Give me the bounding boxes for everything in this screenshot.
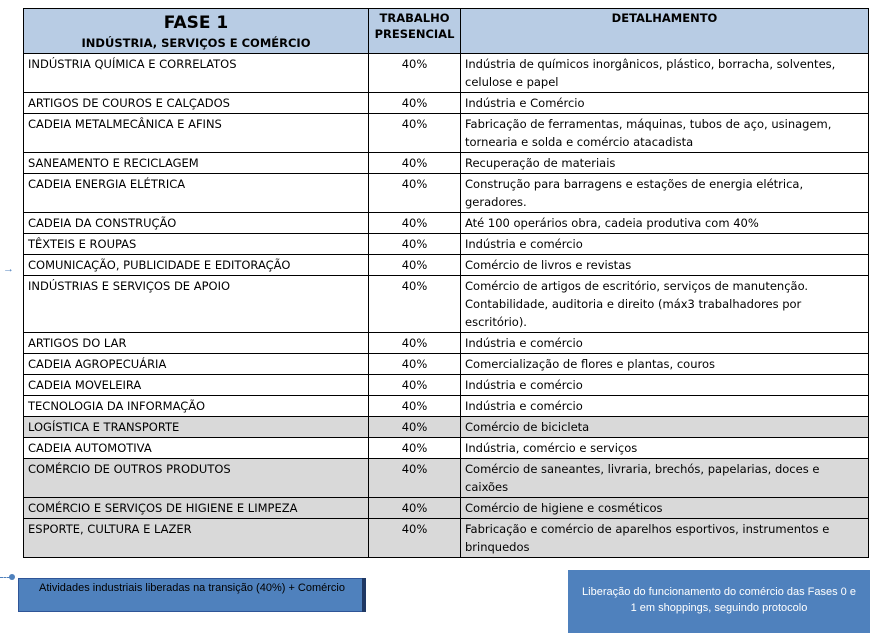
percentage-cell: 40% (369, 396, 461, 417)
sector-cell: CADEIA DA CONSTRUÇÃO (24, 213, 369, 234)
detalhamento-label: DETALHAMENTO (611, 11, 718, 25)
sector-cell: CADEIA AUTOMOTIVA (24, 438, 369, 459)
detail-cell: Recuperação de materiais (461, 153, 869, 174)
fase-title: FASE 1 (163, 13, 229, 33)
sector-cell: ESPORTE, CULTURA E LAZER (24, 519, 369, 558)
table-row (24, 498, 869, 519)
detail-cell: Comércio de livros e revistas (461, 255, 869, 276)
table-body (24, 54, 869, 558)
detail-cell: Construção para barragens e estações de energia elétrica, geradores. (461, 174, 869, 213)
detail-cell: Comércio de artigos de escritório, serviços de manutenção. Contabilidade, auditoria e direito (máx3 trabalhadores por escritório). (461, 276, 869, 333)
detail-cell: Indústria de químicos inorgânicos, plástico, borracha, solventes, celulose e papel (461, 54, 869, 93)
percentage-cell: 40% (369, 276, 461, 333)
table-row (24, 417, 869, 438)
detalhamento-header-cell (461, 9, 869, 54)
table-row (24, 276, 869, 333)
legend-right-text: Liberação do funcionamento do comércio das Fases 0 e 1 em shoppings, seguindo protocolo (582, 586, 856, 614)
sector-cell: CADEIA AGROPECUÁRIA (24, 354, 369, 375)
detail-cell: Até 100 operários obra, cadeia produtiva com 40% (461, 213, 869, 234)
percentage-cell: 40% (369, 234, 461, 255)
detail-cell: Fabricação de ferramentas, máquinas, tubos de aço, usinagem, tornearia e solda e comércio atacadista (461, 114, 869, 153)
percentage-cell: 40% (369, 255, 461, 276)
legend-box-left-accent (362, 578, 366, 612)
sector-cell: TECNOLOGIA DA INFORMAÇÃO (24, 396, 369, 417)
fase-1-table (23, 8, 869, 558)
detail-cell: Indústria e comércio (461, 333, 869, 354)
legend-box-left (18, 578, 366, 612)
percentage-cell: 40% (369, 153, 461, 174)
table-row (24, 114, 869, 153)
table-row (24, 354, 869, 375)
percentage-cell: 40% (369, 354, 461, 375)
percentage-cell: 40% (369, 333, 461, 354)
detail-cell: Comércio de saneantes, livraria, brechós, papelarias, doces e caixões (461, 459, 869, 498)
arrow-icon: → (3, 263, 14, 275)
table-row (24, 255, 869, 276)
table-row (24, 459, 869, 498)
legend-left-text: Atividades industriais liberadas na transição (40%) + Comércio (38, 582, 345, 594)
connector-dot-icon (9, 574, 15, 580)
sector-cell: CADEIA MOVELEIRA (24, 375, 369, 396)
detail-cell: Fabricação e comércio de aparelhos esportivos, instrumentos e brinquedos (461, 519, 869, 558)
percentage-cell: 40% (369, 54, 461, 93)
sector-cell: INDÚSTRIA QUÍMICA E CORRELATOS (24, 54, 369, 93)
legend-box-right (568, 570, 870, 633)
detail-cell: Indústria e comércio (461, 396, 869, 417)
sector-cell: SANEAMENTO E RECICLAGEM (24, 153, 369, 174)
table-row (24, 333, 869, 354)
table-row (24, 234, 869, 255)
percentage-cell: 40% (369, 93, 461, 114)
sector-cell: ARTIGOS DO LAR (24, 333, 369, 354)
sector-cell: CADEIA METALMECÂNICA E AFINS (24, 114, 369, 153)
detail-cell: Indústria e comércio (461, 234, 869, 255)
detail-cell: Comércio de higiene e cosméticos (461, 498, 869, 519)
table-row (24, 54, 869, 93)
table-header-row (24, 9, 869, 54)
detail-cell: Indústria e Comércio (461, 93, 869, 114)
percentage-cell: 40% (369, 114, 461, 153)
table-row (24, 375, 869, 396)
table-row (24, 153, 869, 174)
table-row (24, 174, 869, 213)
percentage-cell: 40% (369, 498, 461, 519)
table-row (24, 396, 869, 417)
percentage-cell: 40% (369, 174, 461, 213)
detail-cell: Comercialização de flores e plantas, couros (461, 354, 869, 375)
percentage-cell: 40% (369, 519, 461, 558)
sector-cell: TÊXTEIS E ROUPAS (24, 234, 369, 255)
sector-cell: INDÚSTRIAS E SERVIÇOS DE APOIO (24, 276, 369, 333)
detail-cell: Indústria e comércio (461, 375, 869, 396)
sector-cell: CADEIA ENERGIA ELÉTRICA (24, 174, 369, 213)
sector-cell: COMUNICAÇÃO, PUBLICIDADE E EDITORAÇÃO (24, 255, 369, 276)
fase-header-cell (24, 9, 369, 54)
percentage-cell: 40% (369, 459, 461, 498)
percentage-cell: 40% (369, 213, 461, 234)
sector-cell: COMÉRCIO E SERVIÇOS DE HIGIENE E LIMPEZA (24, 498, 369, 519)
detail-cell: Indústria, comércio e serviços (461, 438, 869, 459)
sector-cell: ARTIGOS DE COUROS E CALÇADOS (24, 93, 369, 114)
percentage-cell: 40% (369, 375, 461, 396)
sector-cell: COMÉRCIO DE OUTROS PRODUTOS (24, 459, 369, 498)
fase-subtitle: INDÚSTRIA, SERVIÇOS E COMÉRCIO (81, 36, 311, 50)
percentage-cell: 40% (369, 438, 461, 459)
table-row (24, 519, 869, 558)
trabalho-label-2: PRESENCIAL (374, 27, 455, 41)
percentage-cell: 40% (369, 417, 461, 438)
table-row (24, 438, 869, 459)
sector-cell: LOGÍSTICA E TRANSPORTE (24, 417, 369, 438)
trabalho-label-1: TRABALHO (379, 11, 450, 25)
table-row (24, 93, 869, 114)
trabalho-header-cell (369, 9, 461, 54)
table-row (24, 213, 869, 234)
detail-cell: Comércio de bicicleta (461, 417, 869, 438)
